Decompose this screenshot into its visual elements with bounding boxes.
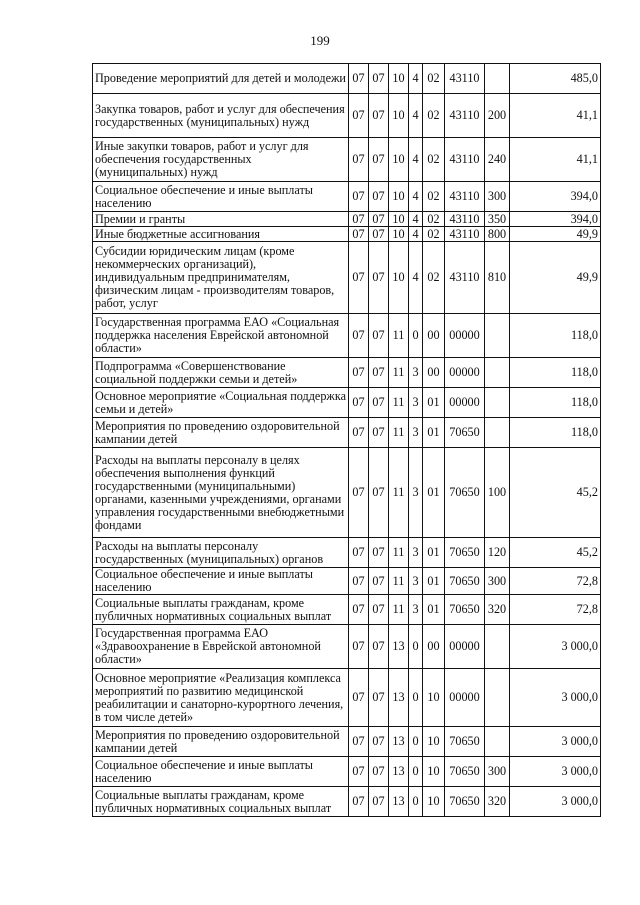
direction-code: 00000	[445, 388, 485, 418]
direction-code: 43110	[445, 182, 485, 212]
activity-code: 01	[423, 595, 445, 625]
amount: 41,1	[510, 94, 601, 138]
subsection-code: 07	[369, 625, 389, 669]
table-row	[93, 757, 601, 787]
table-row	[93, 314, 601, 358]
expense-type-code	[485, 64, 510, 94]
table-row	[93, 568, 601, 595]
table-row	[93, 182, 601, 212]
activity-code: 10	[423, 787, 445, 817]
subsection-code: 07	[369, 242, 389, 314]
table-row	[93, 787, 601, 817]
section-code: 07	[349, 418, 369, 448]
section-code: 07	[349, 568, 369, 595]
expense-type-code	[485, 625, 510, 669]
subprogram-code: 4	[409, 94, 423, 138]
amount: 41,1	[510, 138, 601, 182]
amount: 118,0	[510, 418, 601, 448]
budget-table	[92, 63, 601, 817]
amount: 3 000,0	[510, 727, 601, 757]
amount: 45,2	[510, 448, 601, 538]
subprogram-code: 4	[409, 212, 423, 227]
subsection-code: 07	[369, 448, 389, 538]
subprogram-code: 4	[409, 64, 423, 94]
program-code: 11	[389, 538, 409, 568]
subsection-code: 07	[369, 138, 389, 182]
direction-code: 70650	[445, 595, 485, 625]
table-row	[93, 418, 601, 448]
table-row	[93, 448, 601, 538]
subprogram-code: 3	[409, 358, 423, 388]
amount: 72,8	[510, 568, 601, 595]
activity-code: 10	[423, 727, 445, 757]
program-code: 11	[389, 595, 409, 625]
table-row	[93, 669, 601, 727]
direction-code: 43110	[445, 212, 485, 227]
row-name: Социальное обеспечение и иные выплаты населению	[93, 182, 349, 212]
section-code: 07	[349, 64, 369, 94]
amount: 394,0	[510, 182, 601, 212]
row-name: Мероприятия по проведению оздоровительной кампании детей	[93, 418, 349, 448]
section-code: 07	[349, 538, 369, 568]
table-row	[93, 138, 601, 182]
section-code: 07	[349, 669, 369, 727]
subsection-code: 07	[369, 727, 389, 757]
row-name: Социальное обеспечение и иные выплаты населению	[93, 568, 349, 595]
subsection-code: 07	[369, 182, 389, 212]
activity-code: 02	[423, 138, 445, 182]
expense-type-code	[485, 418, 510, 448]
row-name: Социальные выплаты гражданам, кроме публичных нормативных социальных выплат	[93, 787, 349, 817]
amount: 394,0	[510, 212, 601, 227]
expense-type-code: 810	[485, 242, 510, 314]
program-code: 13	[389, 757, 409, 787]
table-row	[93, 388, 601, 418]
subprogram-code: 0	[409, 314, 423, 358]
direction-code: 70650	[445, 418, 485, 448]
subsection-code: 07	[369, 669, 389, 727]
subprogram-code: 0	[409, 669, 423, 727]
section-code: 07	[349, 358, 369, 388]
subsection-code: 07	[369, 314, 389, 358]
subsection-code: 07	[369, 418, 389, 448]
expense-type-code	[485, 669, 510, 727]
section-code: 07	[349, 787, 369, 817]
program-code: 10	[389, 94, 409, 138]
activity-code: 00	[423, 314, 445, 358]
row-name: Государственная программа ЕАО «Здравоохранение в Еврейской автономной области»	[93, 625, 349, 669]
section-code: 07	[349, 625, 369, 669]
program-code: 10	[389, 182, 409, 212]
section-code: 07	[349, 595, 369, 625]
direction-code: 70650	[445, 727, 485, 757]
expense-type-code	[485, 727, 510, 757]
program-code: 10	[389, 227, 409, 242]
table-row	[93, 227, 601, 242]
subprogram-code: 4	[409, 227, 423, 242]
amount: 485,0	[510, 64, 601, 94]
table-row	[93, 64, 601, 94]
subprogram-code: 3	[409, 418, 423, 448]
section-code: 07	[349, 314, 369, 358]
amount: 3 000,0	[510, 669, 601, 727]
direction-code: 00000	[445, 669, 485, 727]
activity-code: 01	[423, 538, 445, 568]
expense-type-code: 100	[485, 448, 510, 538]
amount: 3 000,0	[510, 757, 601, 787]
expense-type-code: 300	[485, 757, 510, 787]
table-row	[93, 538, 601, 568]
activity-code: 01	[423, 568, 445, 595]
row-name: Субсидии юридическим лицам (кроме некоммерческих организаций), индивидуальным предпринимателям, физическим лицам - производителям товаров, работ, услуг	[93, 242, 349, 314]
row-name: Иные бюджетные ассигнования	[93, 227, 349, 242]
subprogram-code: 3	[409, 595, 423, 625]
subprogram-code: 0	[409, 727, 423, 757]
activity-code: 02	[423, 64, 445, 94]
row-name: Социальное обеспечение и иные выплаты населению	[93, 757, 349, 787]
direction-code: 00000	[445, 314, 485, 358]
amount: 118,0	[510, 358, 601, 388]
amount: 118,0	[510, 388, 601, 418]
section-code: 07	[349, 138, 369, 182]
direction-code: 70650	[445, 538, 485, 568]
direction-code: 43110	[445, 138, 485, 182]
amount: 49,9	[510, 242, 601, 314]
direction-code: 70650	[445, 757, 485, 787]
subprogram-code: 3	[409, 568, 423, 595]
program-code: 10	[389, 212, 409, 227]
activity-code: 00	[423, 625, 445, 669]
activity-code: 02	[423, 242, 445, 314]
table-row	[93, 595, 601, 625]
activity-code: 01	[423, 448, 445, 538]
activity-code: 02	[423, 227, 445, 242]
subsection-code: 07	[369, 94, 389, 138]
amount: 3 000,0	[510, 625, 601, 669]
amount: 3 000,0	[510, 787, 601, 817]
direction-code: 00000	[445, 625, 485, 669]
activity-code: 02	[423, 94, 445, 138]
expense-type-code: 300	[485, 568, 510, 595]
section-code: 07	[349, 182, 369, 212]
amount: 45,2	[510, 538, 601, 568]
expense-type-code	[485, 314, 510, 358]
row-name: Проведение мероприятий для детей и молодежи	[93, 64, 349, 94]
program-code: 11	[389, 568, 409, 595]
subprogram-code: 4	[409, 138, 423, 182]
row-name: Государственная программа ЕАО «Социальная поддержка населения Еврейской автономной области»	[93, 314, 349, 358]
activity-code: 10	[423, 757, 445, 787]
page-number: 199	[310, 33, 330, 48]
table-row	[93, 625, 601, 669]
subsection-code: 07	[369, 227, 389, 242]
table-row	[93, 358, 601, 388]
program-code: 10	[389, 64, 409, 94]
program-code: 11	[389, 418, 409, 448]
expense-type-code: 120	[485, 538, 510, 568]
row-name: Премии и гранты	[93, 212, 349, 227]
expense-type-code: 800	[485, 227, 510, 242]
program-code: 11	[389, 388, 409, 418]
subsection-code: 07	[369, 568, 389, 595]
row-name: Подпрограмма «Совершенствование социальной поддержки семьи и детей»	[93, 358, 349, 388]
amount: 118,0	[510, 314, 601, 358]
activity-code: 01	[423, 388, 445, 418]
amount: 49,9	[510, 227, 601, 242]
row-name: Расходы на выплаты персоналу в целях обеспечения выполнения функций государственными (муниципальными) органами, казенными учреждениями, органами управления государственными внебюджетными фондами	[93, 448, 349, 538]
expense-type-code: 350	[485, 212, 510, 227]
direction-code: 43110	[445, 242, 485, 314]
subprogram-code: 3	[409, 448, 423, 538]
activity-code: 02	[423, 212, 445, 227]
program-code: 11	[389, 448, 409, 538]
subprogram-code: 3	[409, 388, 423, 418]
row-name: Расходы на выплаты персоналу государственных (муниципальных) органов	[93, 538, 349, 568]
row-name: Социальные выплаты гражданам, кроме публичных нормативных социальных выплат	[93, 595, 349, 625]
program-code: 10	[389, 138, 409, 182]
subprogram-code: 0	[409, 787, 423, 817]
activity-code: 10	[423, 669, 445, 727]
direction-code: 70650	[445, 448, 485, 538]
direction-code: 70650	[445, 568, 485, 595]
expense-type-code	[485, 388, 510, 418]
subprogram-code: 0	[409, 625, 423, 669]
expense-type-code	[485, 358, 510, 388]
expense-type-code: 320	[485, 787, 510, 817]
subprogram-code: 4	[409, 242, 423, 314]
program-code: 13	[389, 787, 409, 817]
amount: 72,8	[510, 595, 601, 625]
section-code: 07	[349, 727, 369, 757]
program-code: 11	[389, 314, 409, 358]
activity-code: 00	[423, 358, 445, 388]
expense-type-code: 320	[485, 595, 510, 625]
subsection-code: 07	[369, 358, 389, 388]
table-row	[93, 94, 601, 138]
row-name: Иные закупки товаров, работ и услуг для обеспечения государственных (муниципальных) нужд	[93, 138, 349, 182]
subsection-code: 07	[369, 787, 389, 817]
direction-code: 43110	[445, 227, 485, 242]
table-row	[93, 242, 601, 314]
subsection-code: 07	[369, 595, 389, 625]
table-row	[93, 727, 601, 757]
activity-code: 02	[423, 182, 445, 212]
expense-type-code: 300	[485, 182, 510, 212]
direction-code: 70650	[445, 787, 485, 817]
expense-type-code: 240	[485, 138, 510, 182]
section-code: 07	[349, 227, 369, 242]
direction-code: 43110	[445, 64, 485, 94]
subprogram-code: 4	[409, 182, 423, 212]
section-code: 07	[349, 757, 369, 787]
subsection-code: 07	[369, 64, 389, 94]
direction-code: 00000	[445, 358, 485, 388]
row-name: Мероприятия по проведению оздоровительной кампании детей	[93, 727, 349, 757]
row-name: Закупка товаров, работ и услуг для обеспечения государственных (муниципальных) нужд	[93, 94, 349, 138]
table-row	[93, 212, 601, 227]
row-name: Основное мероприятие «Социальная поддержка семьи и детей»	[93, 388, 349, 418]
program-code: 11	[389, 358, 409, 388]
subsection-code: 07	[369, 388, 389, 418]
section-code: 07	[349, 448, 369, 538]
program-code: 13	[389, 727, 409, 757]
subsection-code: 07	[369, 757, 389, 787]
program-code: 13	[389, 669, 409, 727]
subsection-code: 07	[369, 538, 389, 568]
subprogram-code: 0	[409, 757, 423, 787]
program-code: 10	[389, 242, 409, 314]
subprogram-code: 3	[409, 538, 423, 568]
program-code: 13	[389, 625, 409, 669]
direction-code: 43110	[445, 94, 485, 138]
row-name: Основное мероприятие «Реализация комплекса мероприятий по развитию медицинской реабилитации и санаторно-курортного лечения, в том числе детей»	[93, 669, 349, 727]
subsection-code: 07	[369, 212, 389, 227]
section-code: 07	[349, 388, 369, 418]
section-code: 07	[349, 212, 369, 227]
activity-code: 01	[423, 418, 445, 448]
expense-type-code: 200	[485, 94, 510, 138]
section-code: 07	[349, 94, 369, 138]
section-code: 07	[349, 242, 369, 314]
